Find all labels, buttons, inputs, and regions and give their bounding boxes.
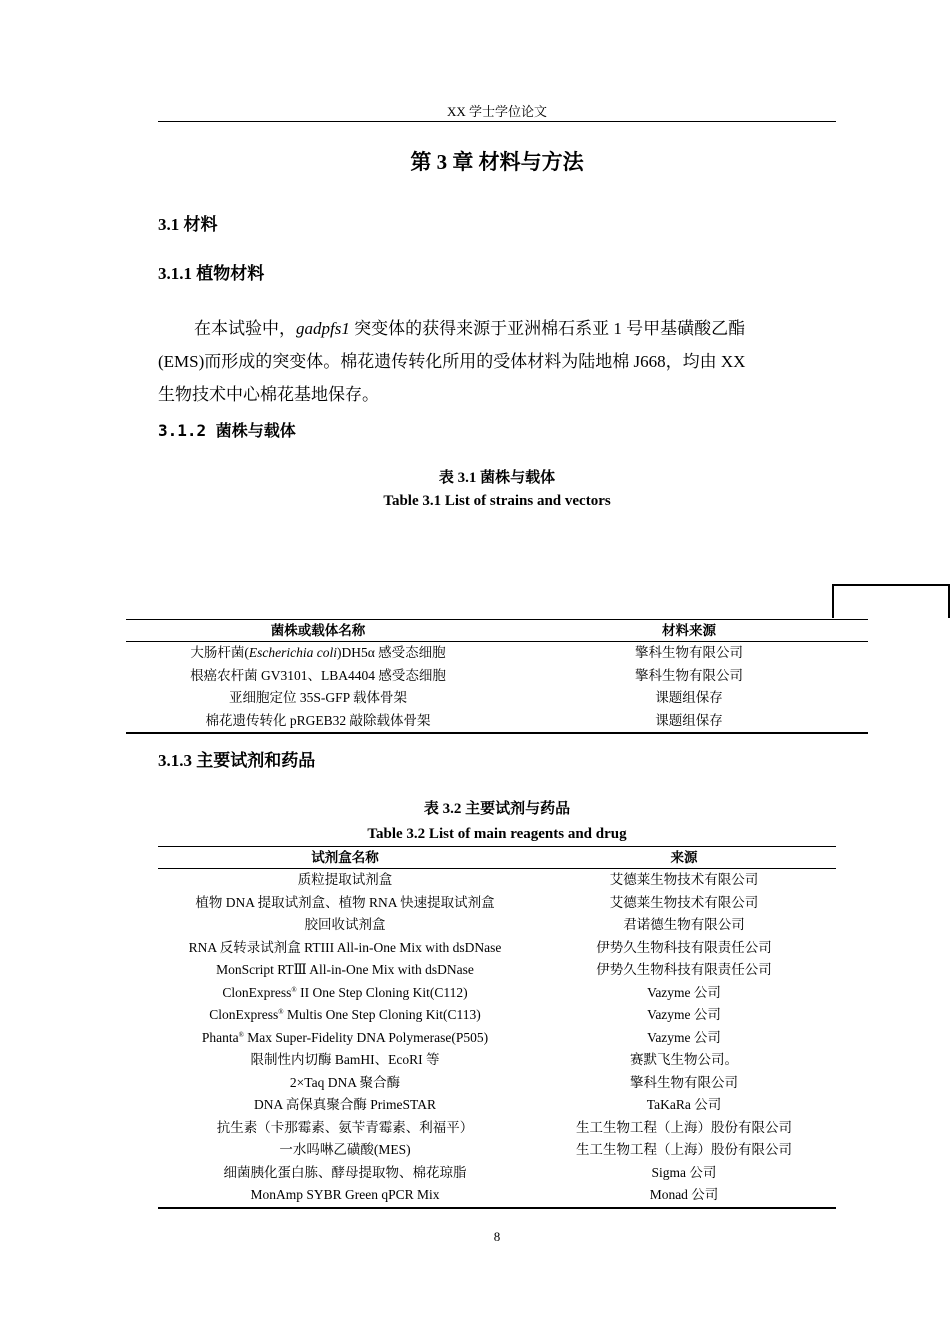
table1-header-source: 材料来源 [662,623,716,638]
section-heading-3-1-3: 3.1.3 主要试剂和药品 [158,751,316,770]
paragraph-line-3: 生物技术中心棉花基地保存。 [158,385,379,404]
table-row [126,687,868,710]
table-row [158,982,836,1005]
table2-cell-name: MonScript RTⅢ All-in-One Mix with dsDNase [216,962,474,977]
table-row [126,642,868,665]
table2-caption-en: Table 3.2 List of main reagents and drug [367,826,627,842]
paragraph-line-1 [158,312,836,345]
table-reagents [158,846,836,1209]
table2-cell-name: 抗生素（卡那霉素、氨苄青霉素、利福平） [216,1119,474,1135]
table2-cell-source: 生工生物工程（上海）股份有限公司 [576,1119,792,1135]
table2-cell-source: 伊势久生物科技有限责任公司 [596,939,772,955]
table2-cell-name: 质粒提取试剂盒 [297,872,393,887]
table2-header-source: 来源 [670,850,698,865]
table1-cell-source: 擎科生物有限公司 [635,645,743,660]
table1-header-name: 菌株或载体名称 [270,623,366,638]
cell-text: )DH5α 感受态细胞 [336,645,446,660]
section-heading-3-1-2: 3.1.2 菌株与载体 [158,421,296,440]
table1-cell-name: 亚细胞定位 35S-GFP 载体骨架 [228,690,408,705]
cell-text: Multis One Step Cloning Kit(C113) [283,1007,481,1022]
table-row [158,1094,836,1117]
table2-cell-name: RNA 反转录试剂盒 RTIII All-in-One Mix with dsDNase [188,939,502,955]
table1-cell-source: 擎科生物有限公司 [635,667,743,683]
gene-name: gadpfs1 [296,319,350,338]
paragraph-text: 在本试验中， [194,319,296,338]
registered-mark: ® [291,985,297,994]
table2-cell-name: 植物 DNA 提取试剂盒、植物 RNA 快速提取试剂盒 [195,894,495,910]
table2-cell-source: TaKaRa 公司 [646,1097,722,1112]
table2-cell-source: 艾德莱生物技术有限公司 [609,872,759,887]
table-row [126,665,868,688]
table2-cell-name: 限制性内切酶 BamHI、EcoRI 等 [250,1052,440,1067]
body-paragraph [158,312,836,411]
table-row [158,1139,836,1162]
cell-text: Phanta [201,1029,239,1045]
table2-caption-cn: 表 3.2 主要试剂与药品 [423,801,571,817]
section-heading-3-1-1: 3.1.1 植物材料 [158,264,265,283]
cell-text: 大肠杆菌( [190,645,249,660]
table-row [158,1004,836,1027]
table-row [158,869,836,892]
table2-cell-source: 擎科生物有限公司 [630,1074,738,1090]
page-number: 8 [493,1229,501,1244]
section-heading-3-1: 3.1 材料 [158,215,218,234]
table2-cell-source: Vazyme 公司 [647,1007,721,1022]
cell-text: Max Super-Fidelity DNA Polymerase(P505) [243,1029,489,1045]
table1-header-row [126,620,868,641]
table-row [158,1184,836,1207]
registered-mark: ® [238,1030,244,1039]
running-header: XX 学士学位论文 [446,104,548,119]
table-row [158,1049,836,1072]
registered-mark: ® [278,1008,284,1016]
table1-cell-name: 棉花遗传转化 pRGEB32 敲除载体骨架 [205,712,431,728]
table2-cell-name: DNA 高保真聚合酶 PrimeSTAR [254,1097,436,1112]
paragraph-text: 突变体的获得来源于亚洲棉石系亚 1 号甲基磺酸乙酯 [349,319,746,338]
table2-header-row [158,847,836,868]
table-row [126,710,868,733]
table1-cell-source: 课题组保存 [655,690,723,705]
table2-cell-source: 艾德莱生物技术有限公司 [609,894,759,910]
table-row [158,1117,836,1140]
table2-cell-name: 一水吗啉乙磺酸(MES) [279,1142,411,1157]
table1-cell-name: 根癌农杆菌 GV3101、LBA4404 感受态细胞 [190,667,446,683]
table2-cell-source: Monad 公司 [649,1187,719,1202]
table2-cell-source: Vazyme 公司 [647,1029,721,1045]
table2-cell-name [158,982,532,1005]
table2-cell-source: 君诺德生物有限公司 [623,917,745,932]
table2-cell-name: MonAmp SYBR Green qPCR Mix [250,1187,440,1202]
chapter-title: 第 3 章 材料与方法 [410,150,584,174]
table2-cell-source: 赛默飞生物公司。 [630,1052,738,1067]
table2-cell-source: 生工生物工程（上海）股份有限公司 [576,1142,792,1157]
table1-cell-name [126,642,510,665]
table-row [158,892,836,915]
table2-header-name: 试剂盒名称 [311,850,379,865]
table-row [158,1072,836,1095]
table-row [158,914,836,937]
paragraph-line-2: (EMS)而形成的突变体。棉花遗传转化所用的受体材料为陆地棉 J668，均由 XX [158,352,746,371]
table2-cell-source: Sigma 公司 [651,1164,717,1180]
table2-cell-source: Vazyme 公司 [647,984,721,1000]
table-strains-vectors [126,619,868,734]
table2-cell-name: 胶回收试剂盒 [304,917,386,932]
table-row [158,1027,836,1050]
table2-bottom-rule [158,1207,836,1209]
header-rule [158,121,836,122]
table2-cell-name: 2×Taq DNA 聚合酶 [289,1074,401,1090]
table1-caption-en: Table 3.1 List of strains and vectors [383,493,611,509]
table2-cell-name [158,1027,532,1050]
table1-cell-source: 课题组保存 [655,712,723,728]
table1-caption-cn: 表 3.1 菌株与载体 [438,470,556,486]
table2-cell-source: 伊势久生物科技有限责任公司 [596,962,772,977]
table1-bottom-rule [126,732,868,734]
table2-cell-name: 细菌胰化蛋白胨、酵母提取物、棉花琼脂 [223,1164,467,1180]
table-row [158,959,836,982]
cell-text: II One Step Cloning Kit(C112) [296,984,468,1000]
stray-box-mark [832,584,950,618]
table2-cell-name [158,1004,532,1027]
cell-text: ClonExpress [209,1007,279,1022]
cell-text: ClonExpress [222,984,292,1000]
species-name: Escherichia coli [248,645,337,660]
table-row [158,1162,836,1185]
table-row [158,937,836,960]
